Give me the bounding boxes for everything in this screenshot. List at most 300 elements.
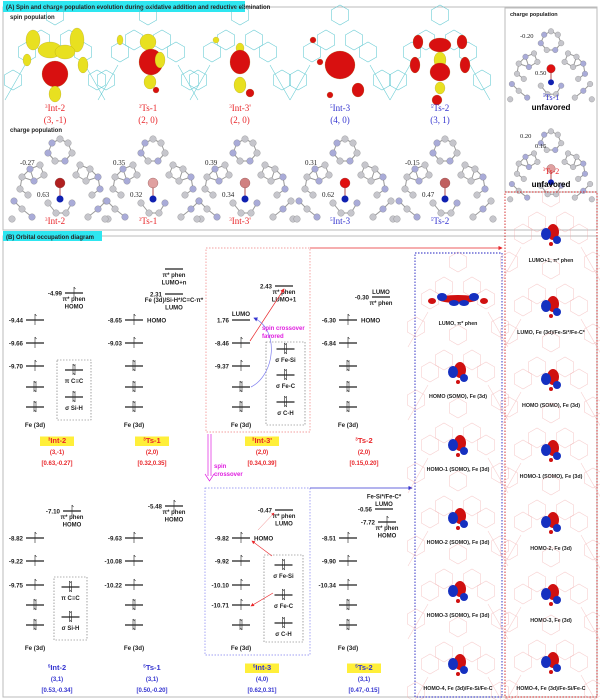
occupation-label: (4,0): [255, 677, 269, 683]
ligand-wireframe: [584, 468, 600, 488]
occupation-label: (2,0): [255, 450, 269, 456]
atom: [62, 158, 69, 165]
orbital-energy: -6.84: [321, 340, 336, 348]
atom: [150, 136, 157, 143]
state-label: Ts-2: [433, 216, 450, 226]
state-superscript: 3: [143, 436, 146, 442]
state-label: [347, 663, 381, 673]
atom: [368, 178, 375, 185]
atom: [404, 174, 411, 181]
ball-and-stick-structure: [294, 136, 397, 223]
orbital-lobe-negative: [541, 656, 551, 668]
silicon-atom: [57, 196, 64, 203]
orbital-lobe-negative: [459, 300, 469, 306]
atom: [155, 158, 162, 165]
atom: [19, 174, 26, 181]
state-name: [229, 103, 251, 113]
state-name: [45, 216, 65, 226]
state-name: [139, 216, 158, 226]
orbital-lobe-negative: [449, 300, 459, 306]
fe-3d-label: Fe (3d): [123, 422, 145, 429]
atom: [458, 172, 465, 179]
occupation-label: (3,1): [145, 677, 159, 683]
spin-lobe-alpha: [310, 37, 316, 43]
orbital-caption: HOMO (SOMO), Fe (3d): [522, 403, 580, 409]
unfavored-label: unfavored: [531, 103, 571, 112]
atom: [434, 140, 441, 147]
iron-atom: [55, 178, 65, 188]
atom: [210, 192, 217, 199]
atom: [474, 192, 481, 199]
atom: [272, 166, 279, 173]
spin-lobe-beta: [144, 75, 156, 89]
atom: [374, 192, 381, 199]
orbital-lobe-negative: [541, 588, 551, 600]
state-superscript: 5: [542, 94, 546, 100]
atom: [45, 200, 52, 207]
atom: [162, 150, 169, 157]
atom: [416, 178, 423, 185]
state-name: [431, 103, 450, 113]
state-superscript: 5: [47, 663, 51, 669]
ligand-wireframe: [570, 440, 587, 460]
fe-3d-label: Fe (3d): [337, 645, 359, 652]
state-name: [431, 216, 450, 226]
atom: [52, 158, 59, 165]
ligand-wireframe: [407, 609, 424, 629]
atom: [41, 172, 48, 179]
occupation-label: (2,0): [145, 450, 159, 456]
ligand-wireframe: [407, 390, 424, 410]
sigma-level: [275, 617, 293, 628]
atom: [337, 158, 344, 165]
atom: [37, 162, 44, 169]
ligand-wireframe: [514, 512, 531, 532]
atom: [430, 150, 437, 157]
fe-3d-level: [26, 619, 44, 630]
level-caption: LUMO: [275, 521, 293, 528]
spin-occupation: (3, 1): [430, 115, 450, 125]
atom: [575, 176, 581, 182]
state-superscript: 3: [229, 216, 232, 223]
spin-lobe-alpha: [153, 87, 159, 93]
orbital-lobe-positive: [456, 453, 460, 457]
ligand-wireframe: [317, 30, 334, 50]
orbital-caption: HOMO-3 (SOMO), Fe (3d): [426, 613, 490, 619]
atom: [176, 178, 183, 185]
atom: [204, 174, 211, 181]
ligand-wireframe: [421, 508, 438, 528]
state-superscript: 3: [229, 103, 232, 110]
ligand-wireframe: [463, 350, 480, 370]
state-name: [252, 436, 272, 445]
state-superscript: 5: [329, 216, 333, 223]
atom: [430, 200, 437, 207]
fe-3d-level: [9, 337, 44, 348]
atom: [442, 136, 449, 143]
fe-3d-level: [125, 401, 143, 412]
spin-crossover-note: crossover: [214, 472, 243, 478]
atom: [31, 178, 38, 185]
state-label: Ts-2: [357, 436, 373, 445]
atom: [480, 206, 487, 213]
atom: [342, 136, 349, 143]
atom: [326, 172, 333, 179]
charge-value-iron: 0.34: [222, 191, 235, 199]
ligand-wireframe: [477, 435, 494, 455]
level-caption: LUMO: [375, 502, 393, 508]
ligand-wireframe: [477, 654, 494, 674]
atom: [372, 166, 379, 173]
sigma-level: [275, 559, 293, 570]
ligand-wireframe: [449, 617, 466, 637]
atom: [188, 206, 195, 213]
orbital-lobe-positive: [549, 458, 553, 462]
ligand-wireframe: [125, 30, 142, 50]
state-name: [48, 436, 66, 445]
occupation-label: (3,-1): [49, 450, 65, 456]
atom: [589, 196, 595, 202]
atom: [216, 178, 223, 185]
atom: [190, 186, 197, 193]
atom: [523, 154, 529, 160]
fe-3d-level: [339, 360, 357, 371]
fe-3d-label: Fe (3d): [337, 422, 359, 429]
fe-3d-level: [339, 401, 357, 412]
state-superscript: 5: [252, 663, 256, 669]
ligand-wireframe: [435, 642, 452, 662]
spin-lobe-beta: [117, 35, 123, 45]
orbital-lobe-negative: [460, 447, 468, 455]
ligand-wireframe: [514, 224, 531, 244]
atom: [521, 76, 527, 82]
ligand-wireframe: [331, 5, 348, 25]
level-caption: LUMO: [165, 305, 183, 312]
sigma-label: π C≡C: [61, 596, 80, 602]
state-label: Ts-1: [141, 103, 158, 113]
spin-crossover-favored-note: favored: [262, 334, 284, 340]
ligand-wireframe: [345, 30, 362, 50]
iron-atom: [340, 178, 350, 188]
level-caption: Fe-Si*/Fe-C*: [366, 494, 402, 501]
atom: [294, 216, 301, 223]
level-caption: LUMO+1: [271, 297, 297, 304]
atom: [447, 158, 454, 165]
electron-transfer-arrow: [251, 593, 273, 606]
fe-3d-level: [26, 599, 44, 610]
atom: [282, 186, 289, 193]
sigma-level: [277, 396, 295, 407]
fe-3d-level: [125, 599, 143, 610]
sigma-level: [62, 611, 80, 622]
orbital-lobe-positive: [456, 526, 460, 530]
orbital-lobe-negative: [553, 381, 561, 389]
atom: [296, 198, 303, 205]
charge-label: [0.32,0.35]: [137, 461, 167, 467]
orbital-isosurface: [500, 403, 600, 498]
atom: [45, 150, 52, 157]
atom: [112, 206, 119, 213]
charge-state-label: [431, 216, 450, 226]
atom: [194, 216, 201, 223]
level-caption: HOMO: [64, 304, 84, 311]
atom: [288, 198, 295, 205]
atom: [382, 186, 389, 193]
sigma-level: [62, 581, 80, 592]
atom: [521, 176, 527, 182]
spin-lobe-alpha: [325, 51, 355, 79]
spin-lobe-alpha: [413, 35, 423, 49]
atom: [162, 200, 169, 207]
atom: [394, 216, 401, 223]
ball-and-stick-structure: [9, 136, 112, 223]
atom: [57, 136, 64, 143]
spin-lobe-alpha: [430, 63, 450, 81]
level-caption: Fe (3d)/Si-H*/C=C-π*: [144, 298, 204, 304]
state-name: [355, 436, 372, 445]
orbital-lobe-positive: [456, 599, 460, 603]
atom: [472, 166, 479, 173]
spin-density-plot: [189, 5, 290, 100]
state-superscript: 5: [329, 103, 333, 110]
ligand-wireframe: [407, 463, 424, 483]
atom: [580, 61, 586, 67]
atom: [548, 28, 554, 34]
state-name: [355, 663, 372, 672]
homo-label: HOMO: [147, 317, 167, 325]
atom: [570, 64, 576, 70]
state-superscript: 5: [430, 103, 434, 110]
spin-crossover-note: spin: [214, 464, 227, 470]
ligand-wireframe: [463, 569, 480, 589]
ligand-wireframe: [556, 428, 573, 448]
orbital-energy: 2.31: [149, 291, 162, 299]
orbital-energy: -9.82: [214, 535, 229, 543]
ligand-wireframe: [514, 296, 531, 316]
panel-b-frame: [3, 236, 597, 697]
electron-transfer-arrow: [252, 541, 272, 556]
spin-lobe-alpha: [42, 61, 68, 87]
spin-lobe-beta: [213, 37, 219, 43]
atom: [110, 186, 117, 193]
atom: [9, 216, 16, 223]
electron-transfer-arrow: [258, 513, 274, 530]
ligand-wireframe: [477, 581, 494, 601]
fe-3d-level: [339, 381, 357, 392]
atom: [490, 216, 497, 223]
ligand-wireframe: [289, 70, 306, 90]
fe-3d-level: [108, 337, 143, 348]
atom: [526, 164, 532, 170]
atom: [226, 172, 233, 179]
fe-3d-level: [339, 619, 357, 630]
orbital-lobe-negative: [448, 439, 458, 451]
orbital-lobe-positive: [456, 380, 460, 384]
state-label: [40, 436, 74, 446]
ligand-wireframe: [528, 572, 545, 592]
state-name: [229, 216, 251, 226]
atom: [558, 40, 564, 46]
spin-density-plot: [389, 5, 490, 105]
charge-label: [0.34,0.39]: [247, 461, 277, 467]
orbital-caption: LUMO, Fe (3d)/Fe-Si*/Fe-C*: [517, 330, 585, 336]
ligand-wireframe: [435, 423, 452, 443]
orbital-lobe-negative: [541, 444, 551, 456]
orbital-energy: -9.37: [214, 363, 229, 371]
sigma-label: σ Si-H: [61, 626, 80, 632]
charge-label: [0.50,-0.20]: [136, 688, 168, 694]
fe-3d-level: [215, 555, 250, 566]
atom: [69, 200, 76, 207]
orbital-isosurface: [407, 325, 508, 420]
fe-3d-level: [26, 381, 44, 392]
state-label: Ts-1: [141, 216, 158, 226]
orbital-energy: -0.30: [354, 294, 369, 302]
atom: [89, 192, 96, 199]
occupation-label: (3,1): [357, 677, 371, 683]
level-caption: π* phen: [272, 514, 296, 520]
ligand-wireframe: [570, 224, 587, 244]
atom: [362, 162, 369, 169]
atom: [462, 162, 469, 169]
orbital-lobe-positive: [428, 298, 436, 304]
ligand-wireframe: [514, 652, 531, 672]
state-superscript: 5: [143, 663, 146, 669]
charge-label: [0.63,-0.27]: [41, 461, 73, 467]
atom: [258, 172, 265, 179]
atom: [454, 150, 461, 157]
atom: [11, 198, 18, 205]
charge-value-iron: 0.32: [130, 191, 143, 199]
arrowhead: [205, 474, 214, 481]
orbital-isosurface: [500, 187, 600, 282]
atom: [587, 81, 593, 87]
atom: [468, 178, 475, 185]
silicon-atom: [548, 79, 554, 85]
level-caption: π* phen: [62, 297, 86, 303]
ligand-wireframe: [528, 212, 545, 232]
spin-lobe-beta: [234, 77, 246, 93]
atom: [180, 166, 187, 173]
ligand-wireframe: [556, 640, 573, 660]
iron-atom: [440, 178, 450, 188]
fe-3d-level: [104, 579, 143, 590]
charge-value-ligand: 0.31: [305, 159, 318, 167]
fe-3d-level: [232, 619, 250, 630]
level-caption: π* phen: [375, 526, 399, 532]
orbital-lobe-negative: [541, 300, 551, 312]
atom: [482, 186, 489, 193]
orbital-energy: -9.90: [321, 558, 336, 566]
sigma-label: σ Fe-C: [273, 604, 294, 610]
ligand-wireframe: [463, 642, 480, 662]
ligand-wireframe: [435, 569, 452, 589]
atom: [237, 158, 244, 165]
atom: [310, 192, 317, 199]
atom: [330, 150, 337, 157]
level-caption: π* phen: [272, 290, 296, 296]
state-name: [253, 663, 271, 672]
spin-occupation: (2, 0): [230, 115, 250, 125]
state-name: [143, 663, 160, 672]
state-label: Ts-2: [433, 103, 450, 113]
charge-label: [0.47,-0.15]: [348, 688, 380, 694]
atom: [523, 54, 529, 60]
orbital-lobe-positive: [456, 672, 460, 676]
ligand-wireframe: [500, 252, 517, 272]
atom: [454, 200, 461, 207]
ligand-wireframe: [373, 70, 390, 90]
spin-lobe-beta: [155, 52, 165, 68]
ligand-wireframe: [245, 30, 262, 50]
ligand-wireframe: [259, 42, 276, 62]
atom: [347, 158, 354, 165]
spin-population-label: spin population: [10, 15, 55, 21]
orbital-energy: -9.92: [214, 558, 229, 566]
ligand-wireframe: [421, 435, 438, 455]
state-superscript: 3: [47, 436, 51, 442]
atom: [396, 198, 403, 205]
ligand-wireframe: [542, 187, 559, 207]
spin-lobe-alpha: [230, 50, 250, 74]
side-charge-population-label: charge population: [510, 12, 558, 18]
ligand-wireframe: [273, 70, 290, 90]
atom: [85, 214, 92, 221]
charge-state-label: [229, 216, 251, 226]
charge-state-label: [139, 216, 158, 226]
charge-label: [0.53,-0.34]: [41, 688, 73, 694]
orbital-caption: HOMO-3, Fe (3d): [530, 618, 572, 624]
ligand-wireframe: [181, 70, 198, 90]
ball-and-stick-structure: [194, 136, 297, 223]
atom: [25, 192, 32, 199]
atom: [570, 164, 576, 170]
ligand-wireframe: [556, 572, 573, 592]
charge-value-iron: 0.47: [422, 191, 435, 199]
atom: [565, 151, 571, 157]
orbital-energy: -9.70: [8, 363, 23, 371]
atom: [166, 172, 173, 179]
orbital-lobe-positive: [549, 602, 553, 606]
atom: [580, 188, 586, 194]
charge-value-ligand: 0.35: [113, 159, 126, 167]
ball-and-stick-structure: [102, 136, 205, 223]
orbital-isosurface: [407, 252, 508, 347]
state-label: Int-3: [332, 103, 351, 113]
spin-lobe-alpha: [429, 38, 451, 52]
atom: [544, 47, 550, 53]
state-label: Int-2: [50, 663, 67, 672]
atom: [437, 158, 444, 165]
atom: [582, 71, 588, 77]
orbital-energy: -0.56: [357, 506, 372, 514]
atom: [322, 162, 329, 169]
atom: [77, 162, 84, 169]
atom: [548, 128, 554, 134]
silicon-atom: [150, 196, 157, 203]
state-label: [245, 663, 279, 673]
atom: [565, 51, 571, 57]
ligand-wireframe: [556, 212, 573, 232]
atom: [334, 140, 341, 147]
ligand-wireframe: [477, 508, 494, 528]
ligand-wireframe: [407, 317, 424, 337]
state-superscript: 3: [251, 436, 255, 442]
orbital-lobe-negative: [541, 516, 551, 528]
atom: [574, 154, 580, 160]
spin-lobe-alpha: [460, 57, 470, 73]
ligand-wireframe: [584, 612, 600, 632]
